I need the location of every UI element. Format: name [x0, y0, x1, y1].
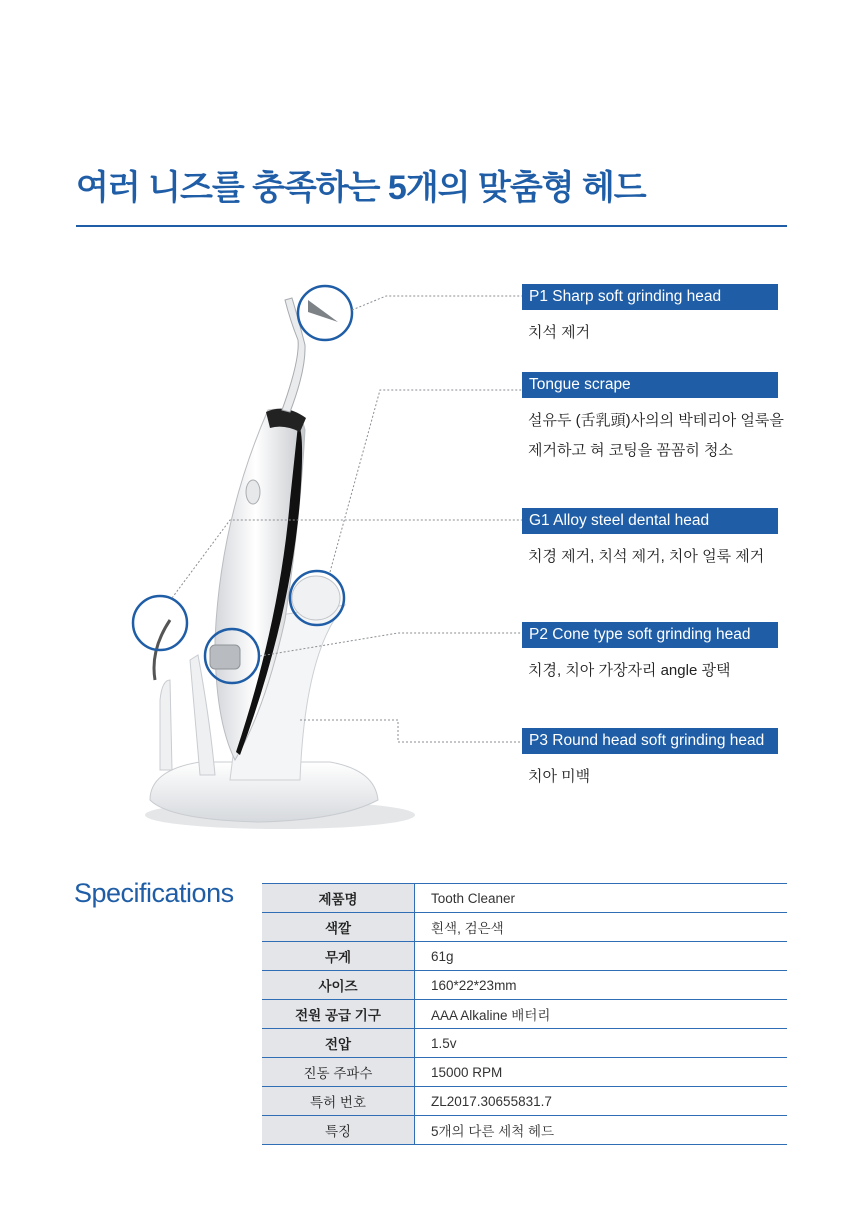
spec-key: 전원 공급 기구: [262, 1000, 415, 1029]
head-callout-g1: [522, 508, 778, 572]
head-label: G1 Alloy steel dental head: [522, 508, 778, 534]
spec-key: 특허 번호: [262, 1087, 415, 1116]
table-row: [262, 971, 787, 1000]
head-description: [522, 406, 784, 466]
spec-key: 무게: [262, 942, 415, 971]
spec-value: 흰색, 검은색: [415, 913, 788, 942]
spec-value: 1.5v: [415, 1029, 788, 1058]
leader-line-p3: [300, 720, 522, 742]
spec-value: 61g: [415, 942, 788, 971]
table-row: [262, 884, 787, 913]
table-row: [262, 1116, 787, 1145]
spec-key: 특징: [262, 1116, 415, 1145]
head-description: 치석 제거: [528, 324, 591, 341]
table-row: [262, 1087, 787, 1116]
table-row: [262, 942, 787, 971]
table-row: [262, 913, 787, 942]
head-label: P1 Sharp soft grinding head: [522, 284, 778, 310]
spec-key: 전압: [262, 1029, 415, 1058]
head-description: 치아 미백: [528, 768, 591, 785]
head-callout-tongue: [522, 372, 784, 466]
device-neck: [282, 298, 305, 412]
head-description-line: 제거하고 혀 코팅을 꼼꼼히 청소: [528, 442, 734, 459]
head-label: P3 Round head soft grinding head: [522, 728, 778, 754]
spec-value: 15000 RPM: [415, 1058, 788, 1087]
head-callout-p3: [522, 728, 778, 792]
spec-value: AAA Alkaline 배터리: [415, 1000, 788, 1029]
table-row: [262, 1029, 787, 1058]
head-label: P2 Cone type soft grinding head: [522, 622, 778, 648]
spec-key: 제품명: [262, 884, 415, 913]
head-description: 치경, 치아 가장자리 angle 광택: [528, 662, 731, 679]
head-description-line: 설유두 (舌乳頭)사의의 박테리아 얼룩을: [528, 412, 784, 429]
page-title: 여러 니즈를 충족하는 5개의 맞춤형 헤드: [76, 169, 646, 207]
spec-value: 160*22*23mm: [415, 971, 788, 1000]
tongue-scrape-head: [292, 576, 340, 620]
head-label: Tongue scrape: [522, 372, 778, 398]
p2-cone-head: [210, 645, 240, 669]
leader-line-tongue: [330, 390, 522, 572]
spec-value: Tooth Cleaner: [415, 884, 788, 913]
power-button: [246, 480, 260, 504]
holder-pin: [160, 680, 172, 770]
spec-key: 색깔: [262, 913, 415, 942]
head-callout-p1: [522, 284, 778, 348]
table-row: [262, 1000, 787, 1029]
head-callout-p2: [522, 622, 778, 686]
head-description: 치경 제거, 치석 제거, 치아 얼룩 제거: [528, 548, 765, 565]
spec-value: ZL2017.30655831.7: [415, 1087, 788, 1116]
p1-tip: [308, 300, 338, 322]
spec-key: 사이즈: [262, 971, 415, 1000]
table-row: [262, 1058, 787, 1087]
specifications-table: [262, 883, 787, 1145]
leader-line-p1: [352, 296, 522, 310]
spec-value: 5개의 다른 세척 헤드: [431, 1124, 555, 1139]
spec-key: 진동 주파수: [262, 1058, 415, 1087]
specifications-heading: Specifications: [74, 878, 234, 908]
